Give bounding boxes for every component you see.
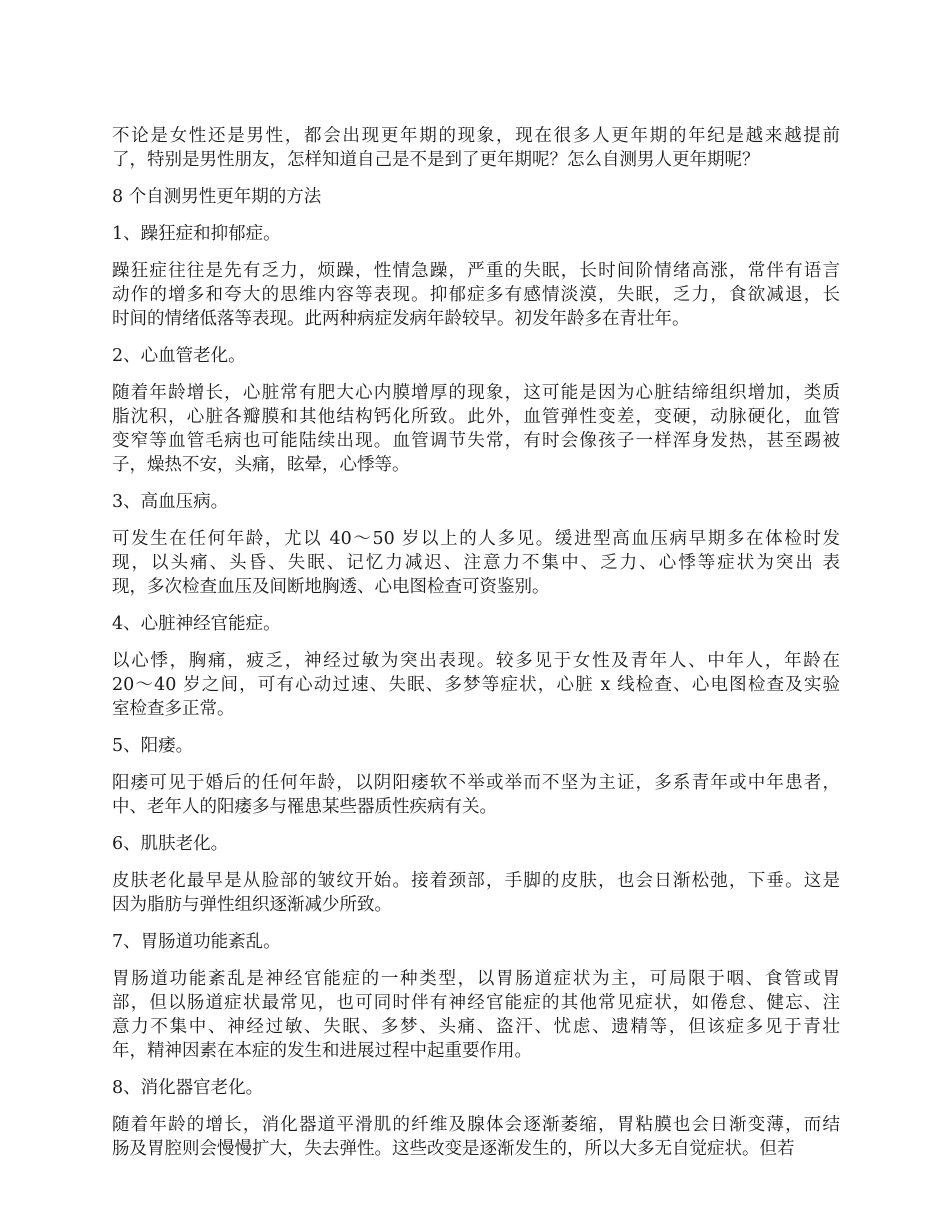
body-paragraph [112, 967, 840, 1063]
heading-line [112, 222, 840, 246]
body-paragraph [112, 381, 840, 477]
text-line: 现，以头痛、头昏、失眠、记忆力减迟、注意力不集中、乏力、心悸等症状为突出 表 [112, 553, 840, 573]
text-line: 肠及胃腔则会慢慢扩大，失去弹性。这些改变是逐渐发生的，所以大多无自觉症状。但若 [112, 1139, 795, 1159]
body-paragraph [112, 1113, 840, 1161]
text-line: 8 个自测男性更年期的方法 [112, 187, 322, 207]
text-line: 部，但以肠道症状最常见，也可同时伴有神经官能症的其他常见症状，如倦怠、健忘、注 [112, 993, 840, 1013]
text-line: 变窄等血管毛病也可能陆续出现。血管调节失常，有时会像孩子一样浑身发热，甚至踢被 [112, 431, 840, 451]
heading-line [112, 344, 840, 368]
body-paragraph [112, 527, 840, 599]
heading-line [112, 1076, 840, 1100]
text-line: 时间的情绪低落等表现。此两种病症发病年龄较早。初发年龄多在青壮年。 [112, 309, 690, 329]
heading-line [112, 490, 840, 514]
text-line: 年，精神因素在本症的发生和进展过程中起重要作用。 [112, 1041, 532, 1061]
heading-line [112, 930, 840, 954]
text-line: 随着年龄增长，心脏常有肥大心内膜增厚的现象，这可能是因为心脏结缔组织增加，类质 [112, 383, 840, 403]
text-line: 了，特别是男性朋友，怎样知道自己是不是到了更年期呢？怎么自测男人更年期呢？ [112, 150, 760, 170]
document-page [112, 124, 840, 1174]
text-line: 2、心血管老化。 [112, 346, 246, 366]
text-line: 4、心脏神经官能症。 [112, 614, 281, 634]
text-line: 以心悸，胸痛，疲乏，神经过敏为突出表现。较多见于女性及青年人、中年人，年龄在 [112, 651, 840, 671]
text-line: 动作的增多和夸大的思维内容等表现。抑郁症多有感情淡漠，失眠，乏力，食欲减退，长 [112, 285, 840, 305]
body-paragraph [112, 771, 840, 819]
heading-line [112, 612, 840, 636]
body-paragraph [112, 649, 840, 721]
heading-line [112, 734, 840, 758]
text-line: 躁狂症往往是先有乏力，烦躁，性情急躁，严重的失眠，长时间阶情绪高涨，常伴有语言 [112, 261, 840, 281]
text-line: 意力不集中、神经过敏、失眠、多梦、头痛、盗汗、忧虑、遗精等，但该症多见于青壮 [112, 1017, 840, 1037]
text-line: 胃肠道功能紊乱是神经官能症的一种类型，以胃肠道症状为主，可局限于咽、食管或胃 [112, 969, 840, 989]
text-line: 子，燥热不安，头痛，眩晕，心悸等。 [112, 455, 410, 475]
text-line: 阳痿可见于婚后的任何年龄，以阴阳痿软不举或举而不坚为主证，多系青年或中年患者， [112, 773, 840, 793]
heading-line [112, 185, 840, 209]
text-line: 室检查多正常。 [112, 699, 235, 719]
text-line: 7、胃肠道功能紊乱。 [112, 932, 281, 952]
body-paragraph [112, 259, 840, 331]
text-line: 中、老年人的阳痿多与罹患某些器质性疾病有关。 [112, 797, 497, 817]
heading-line [112, 832, 840, 856]
text-line: 脂沈积，心脏各瓣膜和其他结构钙化所致。此外，血管弹性变差，变硬，动脉硬化，血管 [112, 407, 840, 427]
text-line: 因为脂肪与弹性组织逐渐减少所致。 [112, 895, 392, 915]
text-line: 现，多次检查血压及间断地胸透、心电图检查可资鉴别。 [112, 577, 550, 597]
text-line: 3、高血压病。 [112, 492, 229, 512]
text-line: 8、消化器官老化。 [112, 1078, 264, 1098]
text-line: 随着年龄的增长，消化器道平滑肌的纤维及腺体会逐渐萎缩，胃粘膜也会日渐变薄，而结 [112, 1115, 840, 1135]
body-paragraph [112, 869, 840, 917]
text-line: 皮肤老化最早是从脸部的皱纹开始。接着颈部，手脚的皮肤，也会日渐松弛，下垂。这是 [112, 871, 840, 891]
text-line: 5、阳痿。 [112, 736, 194, 756]
text-line: 可发生在任何年龄，尤以 40～50 岁以上的人多见。缓进型高血压病早期多在体检时发 [112, 529, 840, 549]
body-paragraph [112, 124, 840, 172]
text-line: 不论是女性还是男性，都会出现更年期的现象，现在很多人更年期的年纪是越来越提前 [112, 126, 840, 146]
text-line: 6、肌肤老化。 [112, 834, 229, 854]
text-line: 1、躁狂症和抑郁症。 [112, 224, 281, 244]
text-line: 20～40 岁之间，可有心动过速、失眠、多梦等症状，心脏 x 线检查、心电图检查及实验 [112, 675, 840, 695]
